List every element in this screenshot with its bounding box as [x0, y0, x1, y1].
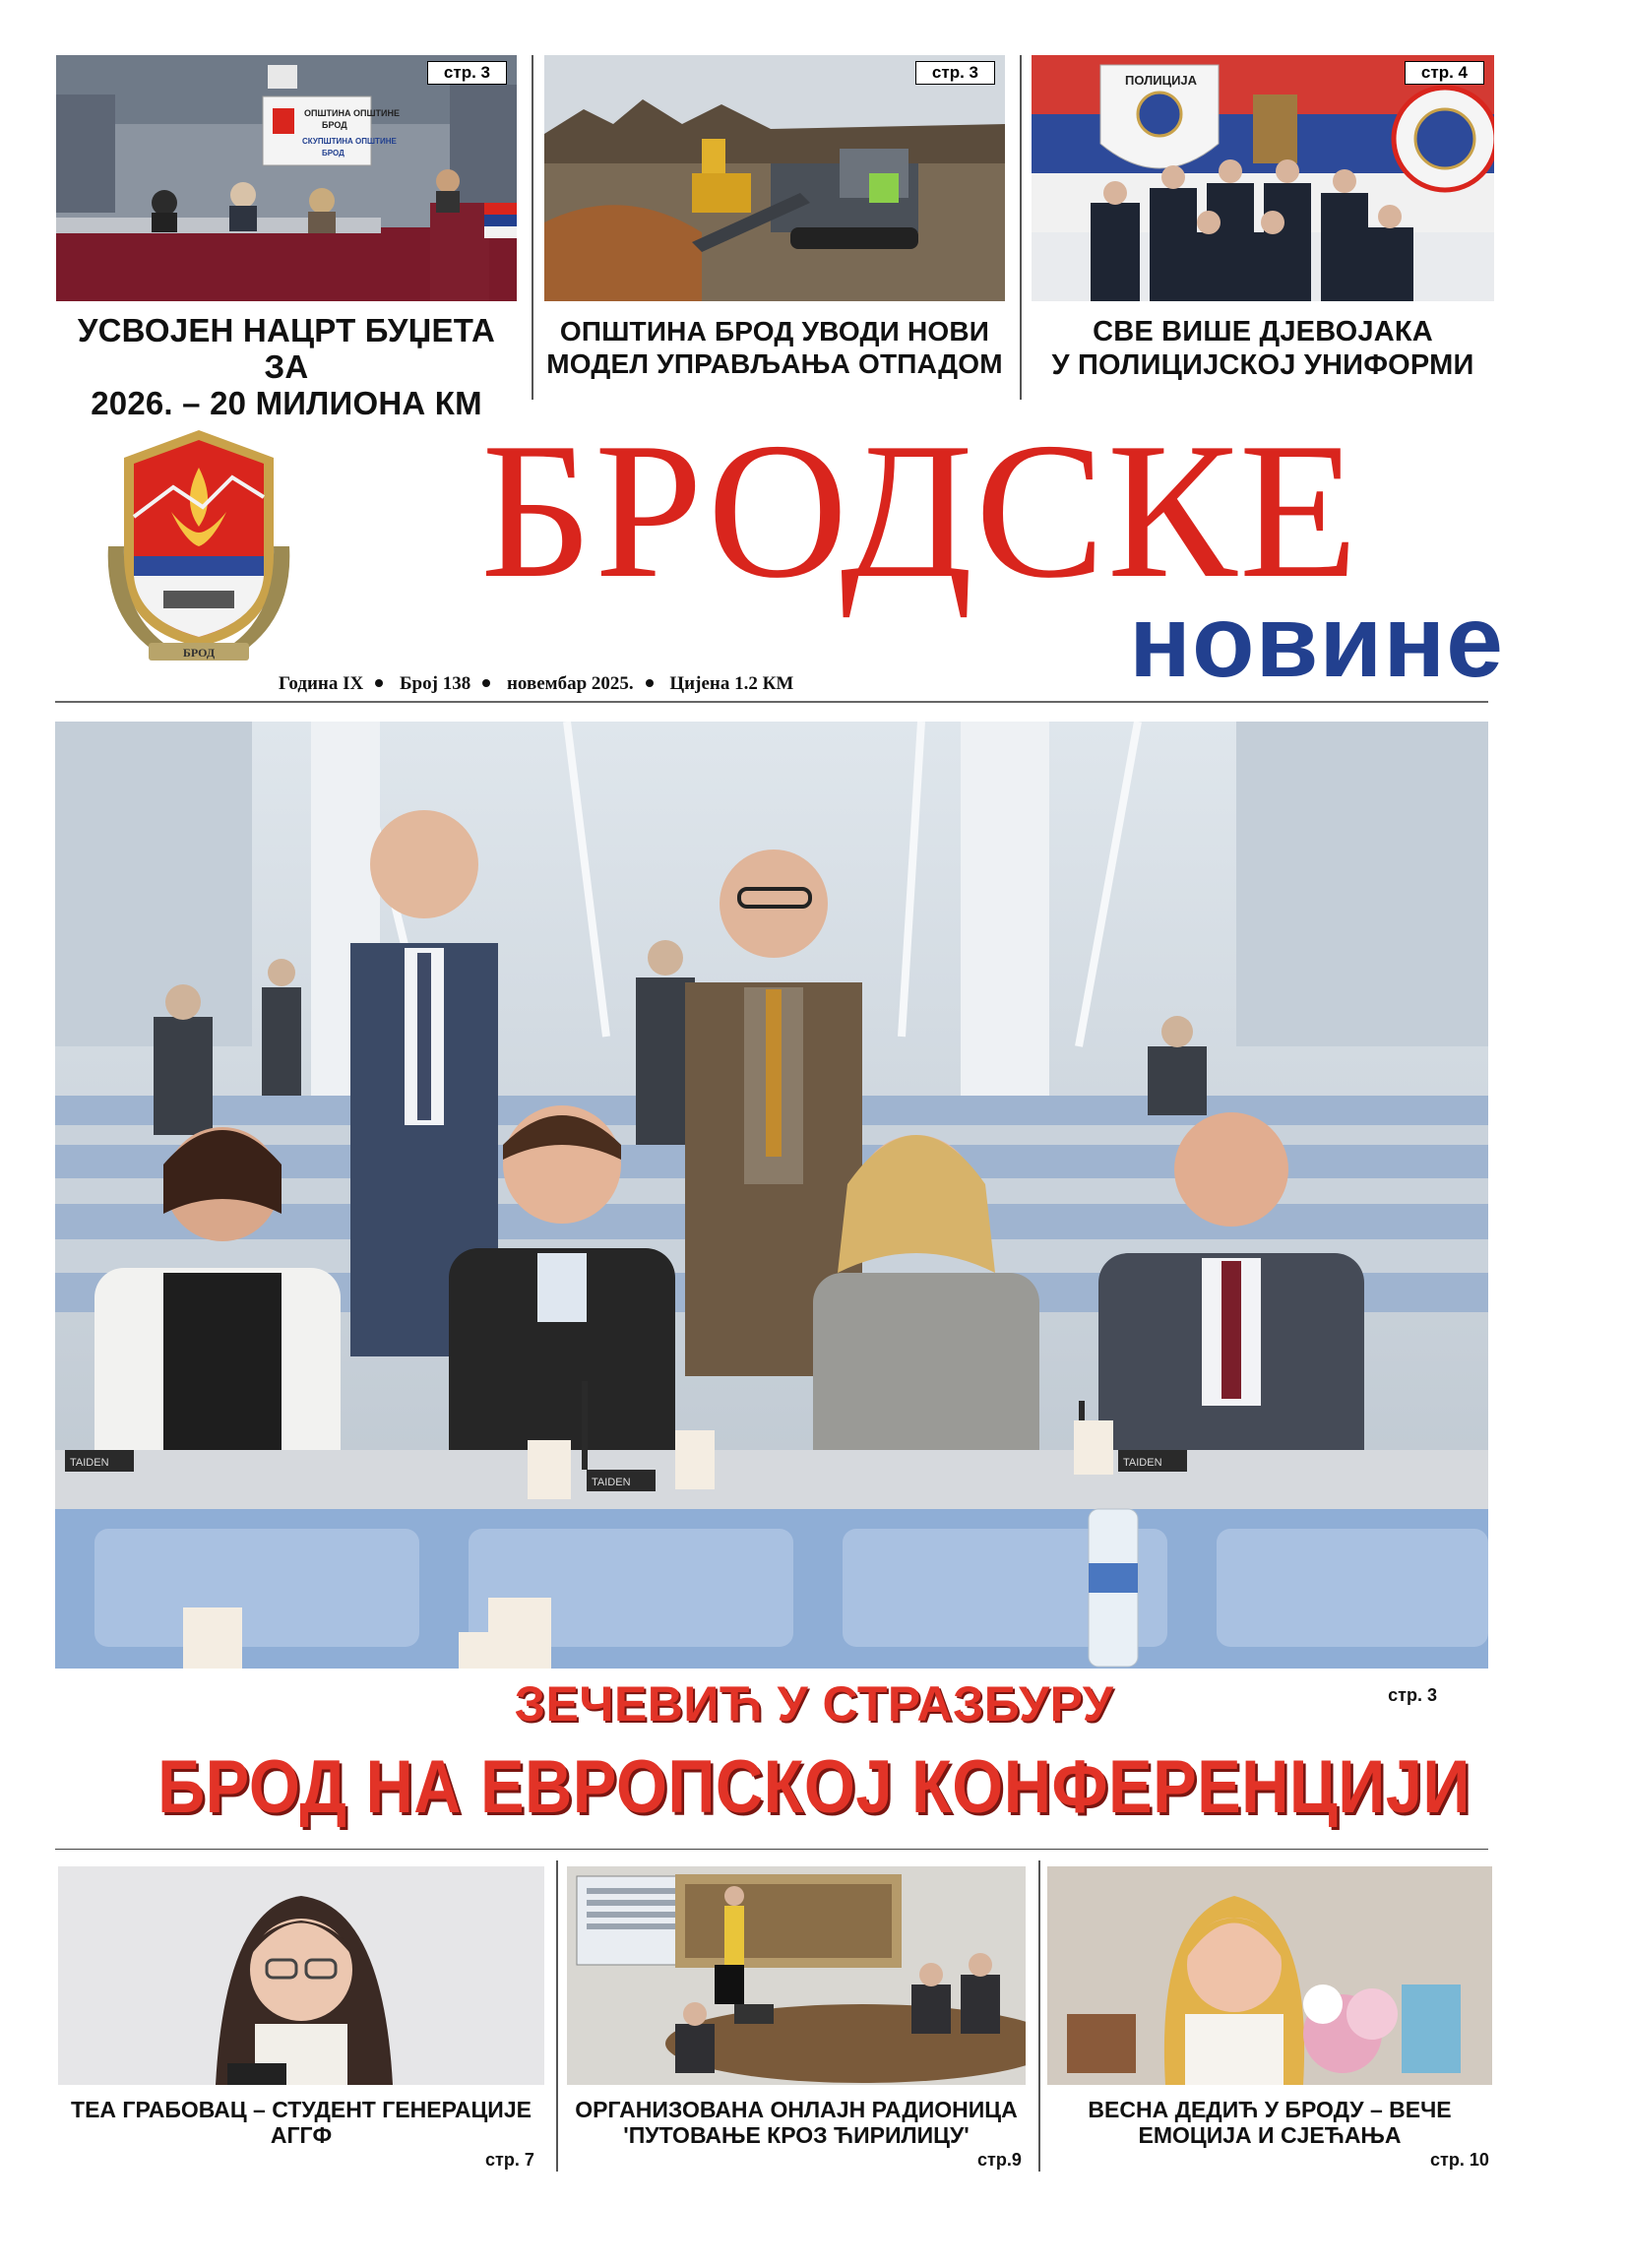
- newspaper-subtitle[interactable]: новине: [1129, 585, 1504, 699]
- workshop-room-image: [567, 1866, 1026, 2085]
- issue-price: Цијена 1.2 КМ: [669, 673, 794, 694]
- assembly-session-image: [56, 55, 517, 301]
- column-divider: [556, 1860, 558, 2172]
- teaser-page-ref[interactable]: стр. 10: [1430, 2150, 1489, 2170]
- svg-text:TAIDEN: TAIDEN: [592, 1477, 631, 1488]
- newspaper-title[interactable]: БРОДСКЕ: [480, 403, 1360, 618]
- teaser-headline-line: АГГФ: [270, 2122, 333, 2149]
- bullet-icon: [646, 679, 654, 687]
- column-divider: [1038, 1860, 1040, 2172]
- teaser-page-ref[interactable]: стр. 3: [427, 61, 507, 85]
- svg-text:БРОД: БРОД: [322, 120, 347, 130]
- teaser-headline-line: У ПОЛИЦИЈСКОЈ УНИФОРМИ: [1051, 349, 1474, 382]
- svg-text:БРОД: БРОД: [182, 646, 216, 660]
- svg-text:ОПШТИНА ОПШТИНЕ: ОПШТИНА ОПШТИНЕ: [304, 108, 400, 118]
- teaser-photo-workshop[interactable]: [567, 1866, 1026, 2085]
- vesna-portrait-image: [1047, 1866, 1492, 2085]
- main-story-page-ref[interactable]: стр. 3: [1388, 1685, 1437, 1705]
- main-story-photo[interactable]: [55, 722, 1488, 1669]
- column-divider: [532, 55, 533, 400]
- police-officers-image: [1032, 55, 1494, 301]
- teaser-headline-police[interactable]: [1032, 315, 1494, 382]
- teaser-headline-line: 'ПУТОВАЊЕ КРОЗ ЋИРИЛИЦУ': [623, 2122, 970, 2149]
- teaser-headline-budget[interactable]: [56, 313, 517, 422]
- svg-text:ПОЛИЦИЈА: ПОЛИЦИЈА: [1125, 73, 1198, 88]
- teaser-headline-line: СВЕ ВИШЕ ДЈЕВОЈАКА: [1093, 316, 1433, 347]
- teaser-headline-line: ВЕСНА ДЕДИЋ У БРОДУ – ВЕЧЕ: [1088, 2097, 1452, 2122]
- bullet-icon: [482, 679, 490, 687]
- teaser-page-ref[interactable]: стр. 4: [1405, 61, 1484, 85]
- teaser-photo-waste[interactable]: [544, 55, 1005, 301]
- teaser-headline-line: МОДЕЛ УПРАВЉАЊА ОТПАДОМ: [546, 348, 1003, 380]
- teaser-headline-line: ТЕА ГРАБОВАЦ – СТУДЕНТ ГЕНЕРАЦИЈЕ: [71, 2097, 532, 2122]
- teaser-headline-student[interactable]: [58, 2097, 544, 2149]
- teaser-headline-line: 2026. – 20 МИЛИОНА КМ: [91, 384, 482, 421]
- municipality-crest-icon: [94, 418, 303, 664]
- main-story-kicker[interactable]: ЗЕЧЕВИЋ У СТРАЗБУРУ: [514, 1676, 1114, 1732]
- svg-text:БРОД: БРОД: [322, 149, 344, 158]
- student-portrait-image: [58, 1866, 544, 2085]
- waste-machinery-image: [544, 55, 1005, 301]
- svg-text:TAIDEN: TAIDEN: [70, 1457, 109, 1469]
- issue-date: новембар 2025.: [506, 673, 634, 694]
- svg-text:TAIDEN: TAIDEN: [1123, 1457, 1162, 1469]
- teaser-photo-budget[interactable]: [56, 55, 517, 301]
- teaser-page-ref[interactable]: стр.9: [977, 2150, 1022, 2170]
- teaser-page-ref[interactable]: стр. 3: [915, 61, 995, 85]
- masthead-rule: [55, 701, 1488, 703]
- bullet-icon: [375, 679, 383, 687]
- teaser-photo-police[interactable]: [1032, 55, 1494, 301]
- teaser-headline-vesna[interactable]: [1047, 2097, 1492, 2149]
- issue-info-line: [279, 673, 803, 695]
- issue-number: Број 138: [400, 673, 471, 694]
- issue-year: Година IX: [279, 673, 364, 694]
- teaser-headline-workshop[interactable]: [567, 2097, 1026, 2149]
- column-divider: [1020, 55, 1022, 400]
- section-rule: [55, 1849, 1488, 1850]
- teaser-headline-line: ЕМОЦИЈА И СЈЕЋАЊА: [1138, 2122, 1402, 2149]
- teaser-headline-waste[interactable]: [544, 315, 1005, 380]
- svg-text:СКУПШТИНА ОПШТИНЕ: СКУПШТИНА ОПШТИНЕ: [302, 137, 397, 146]
- teaser-headline-line: ОРГАНИЗОВАНА ОНЛАЈН РАДИОНИЦА: [575, 2097, 1018, 2122]
- teaser-headline-line: ОПШТИНА БРОД УВОДИ НОВИ: [559, 316, 990, 346]
- conference-hall-image: [55, 722, 1488, 1669]
- main-story-headline[interactable]: БРОД НА ЕВРОПСКОЈ КОНФЕРЕНЦИЈИ: [157, 1745, 1471, 1829]
- teaser-photo-student[interactable]: [58, 1866, 544, 2085]
- teaser-page-ref[interactable]: стр. 7: [485, 2150, 534, 2170]
- teaser-photo-vesna[interactable]: [1047, 1866, 1492, 2085]
- teaser-headline-line: УСВОЈЕН НАЦРТ БУЏЕТА ЗА: [77, 312, 496, 385]
